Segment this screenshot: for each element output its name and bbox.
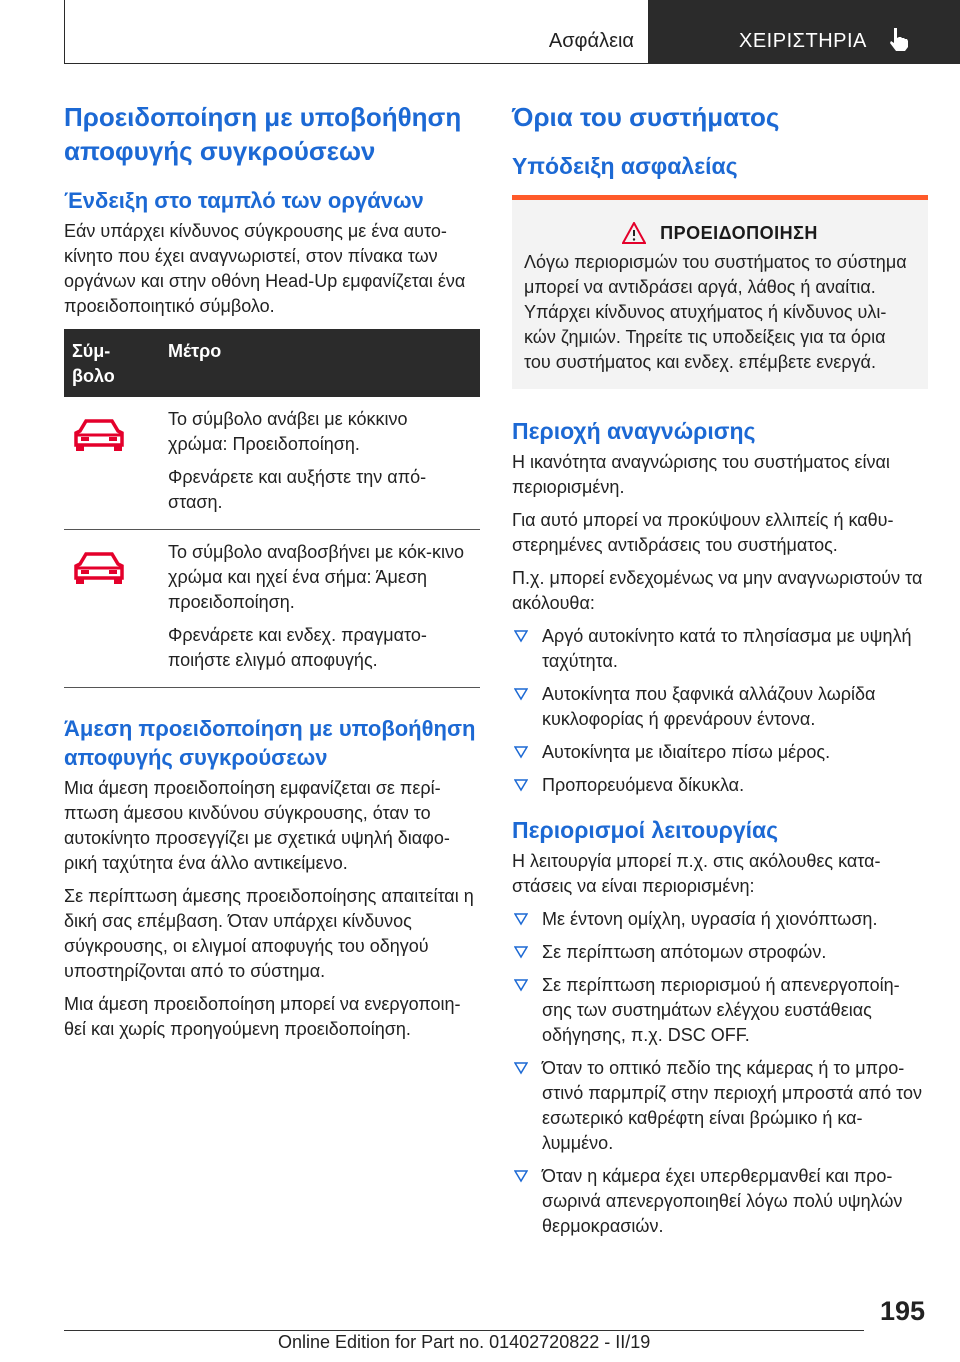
page-header bbox=[64, 0, 960, 64]
list-item: Αυτοκίνητα που ξαφνικά αλλάζουν λωρίδα κυκλοφορίας ή φρενάρουν έντονα. bbox=[512, 682, 928, 732]
bullet-triangle-icon bbox=[514, 1061, 528, 1075]
section-title: Όρια του συστήματος bbox=[512, 102, 780, 132]
intro-paragraph: Εάν υπάρχει κίνδυνος σύγκρουσης με ένα αυτο-κίνητο που έχει αναγνωριστεί, στον πίνακα των οργάνων και στην οθόνη Head-Up εμφανίζεται ένα προειδοποιητικό σύμβολο. bbox=[64, 221, 466, 316]
edition-text: Online Edition for Part no. 01402720822 - II/19 bbox=[278, 1332, 651, 1352]
section-tab bbox=[64, 0, 649, 64]
list-item: Όταν η κάμερα έχει υπερθερμανθεί και προ-σωρινά απενεργοποιηθεί λόγω πολύ υψηλών θερμοκρασιών. bbox=[512, 1164, 928, 1239]
warning-text: Λόγω περιορισμών του συστήματος το σύστημα μπορεί να αντιδράσει αργά, λάθος ή αναίτια. Υπάρχει κίνδυνος ατυχήματος ή κίνδυνος υλι-κών ζημιών. Τηρείτε τις υποδείξεις για τα όρια του συστήματος και ενδεχ. επέμβετε ενεργά. bbox=[524, 252, 907, 372]
bullet-triangle-icon bbox=[514, 1169, 528, 1183]
bullet-triangle-icon bbox=[514, 745, 528, 759]
section-label: Ασφάλεια bbox=[548, 30, 634, 52]
bullet-triangle-icon bbox=[514, 687, 528, 701]
paragraph: Μια άμεση προειδοποίηση εμφανίζεται σε περί-πτωση άμεσου κινδύνου σύγκρουσης, όταν το αυτοκίνητο προσεγγίζει με σχετικά υψηλή διαφο-ρική ταχύτητα ένα άλλο αντικείμενο. bbox=[64, 778, 450, 873]
subsection-title: Ένδειξη στο ταμπλό των οργάνων bbox=[64, 188, 424, 213]
paragraph: Μια άμεση προειδοποίηση μπορεί να ενεργοποιη-θεί και χωρίς προηγούμενη προειδοποίηση. bbox=[64, 994, 461, 1039]
list-item: Σε περίπτωση απότομων στροφών. bbox=[512, 940, 928, 965]
detection-area-title: Περιοχή αναγνώρισης bbox=[512, 418, 756, 444]
paragraph: Σε περίπτωση άμεσης προειδοποίησης απαιτείται η δική σας επέμβαση. Όταν υπάρχει κίνδυνος σύγκρουσης, οι ελιγμοί αποφυγής του οδηγού υποστηρίζονται από το σύστημα. bbox=[64, 886, 474, 981]
list-item: Προπορευόμενα δίκυκλα. bbox=[512, 773, 928, 798]
row-action: Φρενάρετε και ενδεχ. πραγματο-ποιήστε ελιγμό αποφυγής. bbox=[168, 625, 427, 670]
bullet-triangle-icon bbox=[514, 778, 528, 792]
car-warning-flashing-icon bbox=[72, 550, 126, 586]
table-row bbox=[64, 397, 480, 530]
section-title: Προειδοποίηση με υποβοήθηση αποφυγής συγκρούσεων bbox=[64, 102, 462, 166]
list-item: Αργό αυτοκίνητο κατά το πλησίασμα με υψηλή ταχύτητα. bbox=[512, 624, 928, 674]
subsection-title: Υπόδειξη ασφαλείας bbox=[512, 153, 738, 179]
warning-box bbox=[512, 195, 928, 389]
page-number: 195 bbox=[880, 1296, 926, 1326]
list-item: Με έντονη ομίχλη, υγρασία ή χιονόπτωση. bbox=[512, 907, 928, 932]
paragraph: Για αυτό μπορεί να προκύψουν ελλιπείς ή καθυ-στερημένες αντιδράσεις του συστήματος. bbox=[512, 510, 894, 555]
row-action: Φρενάρετε και αυξήστε την από-σταση. bbox=[168, 467, 427, 512]
warning-title: ΠΡΟΕΙΔΟΠΟΙΗΣΗ bbox=[660, 222, 818, 243]
paragraph: Η λειτουργία μπορεί π.χ. στις ακόλουθες κατα-στάσεις να είναι περιορισμένη: bbox=[512, 851, 881, 896]
list-item: Σε περίπτωση περιορισμού ή απενεργοποίη-σης των συστημάτων ελέγχου ευστάθειας οδήγησης, π.χ. DSC OFF. bbox=[512, 973, 928, 1048]
row-text: Το σύμβολο ανάβει με κόκκινο χρώμα: Προειδοποίηση. bbox=[168, 409, 408, 454]
pointing-hand-icon bbox=[885, 26, 911, 52]
warning-triangle-icon bbox=[622, 222, 646, 244]
bullet-triangle-icon bbox=[514, 978, 528, 992]
table-row bbox=[64, 530, 480, 688]
row-text: Το σύμβολο αναβοσβήνει με κόκ-κινο χρώμα και ηχεί ένα σήμα: Άμεση προειδοποίηση. bbox=[168, 542, 464, 612]
footer-divider bbox=[64, 1330, 864, 1331]
symbol-table bbox=[64, 329, 480, 688]
table-header-measure: Μέτρο bbox=[160, 329, 480, 397]
chapter-label: ΧΕΙΡΙΣΤΗΡΙΑ bbox=[739, 30, 867, 52]
left-column bbox=[64, 100, 480, 1050]
bullet-triangle-icon bbox=[514, 945, 528, 959]
list-item: Αυτοκίνητα με ιδιαίτερο πίσω μέρος. bbox=[512, 740, 928, 765]
paragraph: Π.χ. μπορεί ενδεχομένως να μην αναγνωριστούν τα ακόλουθα: bbox=[512, 568, 923, 613]
function-limits-title: Περιορισμοί λειτουργίας bbox=[512, 817, 779, 843]
chapter-tab bbox=[649, 0, 960, 64]
car-warning-icon bbox=[72, 417, 126, 453]
list-item: Όταν το οπτικό πεδίο της κάμερας ή το μπρο-στινό παρμπρίζ στην περιοχή μπροστά από τον εσωτερικό καθρέφτη είναι βρώμικο ή κα-λυμμένο. bbox=[512, 1056, 928, 1156]
subsection-title-2: Άμεση προειδοποίηση με υποβοήθηση αποφυγής συγκρούσεων bbox=[64, 716, 476, 770]
bullet-triangle-icon bbox=[514, 912, 528, 926]
bullet-triangle-icon bbox=[514, 629, 528, 643]
paragraph: Η ικανότητα αναγνώρισης του συστήματος είναι περιορισμένη. bbox=[512, 452, 890, 497]
detection-list bbox=[512, 624, 928, 798]
limits-list bbox=[512, 907, 928, 1239]
table-header-symbol: Σύμ-βολο bbox=[64, 329, 160, 397]
table-header-row bbox=[64, 329, 480, 397]
right-column bbox=[512, 100, 928, 1247]
